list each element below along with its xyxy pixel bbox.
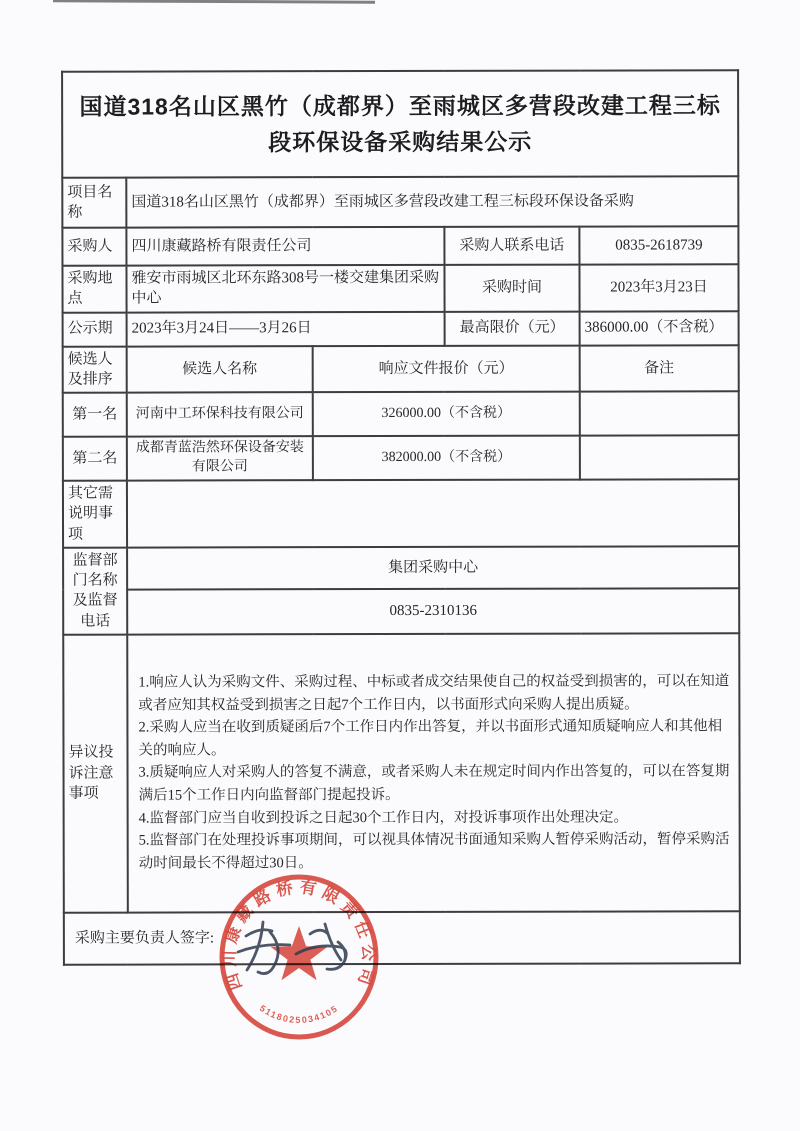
label-candidates-rank: 候选人及排序	[63, 346, 127, 393]
publicity-period-value: 2023年3月24日——3月26日	[127, 311, 445, 346]
candidate1-rank: 第一名	[63, 393, 127, 437]
candidate1-name: 河南中工环保科技有限公司	[127, 392, 313, 436]
label-purchase-time: 采购时间	[444, 265, 579, 312]
seal-company-text: 四川康藏路桥有限责任公司	[220, 878, 378, 993]
candidate2-price: 382000.00（不含税）	[313, 436, 580, 481]
note-item-5: 5.监督部门在处理投诉事项期间，可以视具体情况书面通知采购人暂停采购活动，暂停采购活动时间最长不得超过30日。	[138, 831, 730, 872]
title-cell	[62, 70, 738, 177]
column-header-remark: 备注	[580, 345, 739, 392]
other-matters-value	[127, 479, 739, 547]
objection-notes-cell	[127, 633, 740, 912]
note-item-1: 1.响应人认为采购文件、采购过程、中标或者成交结果使自己的权益受到损害的，可以在知道或者应知其权益受到损害之日起7个工作日内，以书面形式向采购人提出质疑。	[138, 673, 730, 714]
signature-row	[64, 911, 740, 964]
label-project-name: 项目名称	[62, 178, 126, 228]
label-other-matters: 其它需说明事项	[63, 481, 127, 548]
note-item-2: 2.采购人应当在收到质疑函后7个工作日内作出答复，并以书面形式通知质疑响应人和其他相关的响应人。	[138, 718, 723, 759]
purchaser-value: 四川康藏路桥有限责任公司	[126, 227, 444, 266]
label-publicity-period: 公示期	[63, 312, 127, 346]
candidate1-price: 326000.00（不含税）	[313, 392, 580, 437]
candidate2-rank: 第二名	[63, 437, 127, 481]
candidate1-remark	[580, 391, 739, 435]
supervisor-phone: 0835-2310136	[127, 588, 739, 634]
column-header-bid-price: 响应文件报价（元）	[313, 345, 580, 392]
seal-code-text: 5118025034105	[257, 1003, 341, 1026]
note-item-4: 4.监督部门应当自收到投诉之日起30个工作日内，对投诉事项作出处理决定。	[138, 809, 629, 827]
signature-label: 采购主要负责人签字:	[74, 930, 215, 947]
label-purchaser-phone: 采购人联系电话	[444, 227, 579, 265]
table-row-candidate-1	[63, 391, 739, 436]
procurement-result-table	[61, 69, 741, 965]
label-max-price: 最高限价（元）	[445, 311, 580, 345]
label-location: 采购地点	[62, 266, 126, 313]
label-purchaser: 采购人	[62, 228, 126, 266]
document-title: 国道318名山区黑竹（成都界）至雨城区多营段改建工程三标段环保设备采购结果公示	[79, 92, 721, 156]
purchase-time-value: 2023年3月23日	[579, 264, 738, 311]
scan-artifact-line	[53, 0, 375, 4]
project-name-value: 国道318名山区黑竹（成都界）至雨城区多营段改建工程三标段环保设备采购	[126, 176, 738, 227]
table-row-candidate-2	[63, 435, 739, 480]
label-supervisor: 监督部门名称及监督电话	[63, 547, 127, 634]
column-header-candidate-name: 候选人名称	[127, 346, 313, 393]
location-value: 雅安市雨城区北环东路308号一楼交建集团采购中心	[126, 265, 444, 312]
label-objection-notes: 异议投诉注意事项	[63, 634, 128, 912]
objection-notes-text	[132, 670, 734, 875]
note-item-3: 3.质疑响应人对采购人的答复不满意，或者采购人未在规定时间内作出答复的，可以在答复期满后15个工作日内向监督部门提起投诉。	[138, 763, 730, 804]
candidate2-name: 成都青蓝浩然环保设备安装有限公司	[127, 436, 313, 480]
purchaser-phone-value: 0835-2618739	[579, 226, 738, 264]
max-price-value: 386000.00（不含税）	[580, 311, 739, 345]
candidate2-remark	[580, 435, 739, 479]
svg-text:5118025034105	[258, 1003, 340, 1025]
supervisor-name: 集团采购中心	[127, 546, 739, 590]
